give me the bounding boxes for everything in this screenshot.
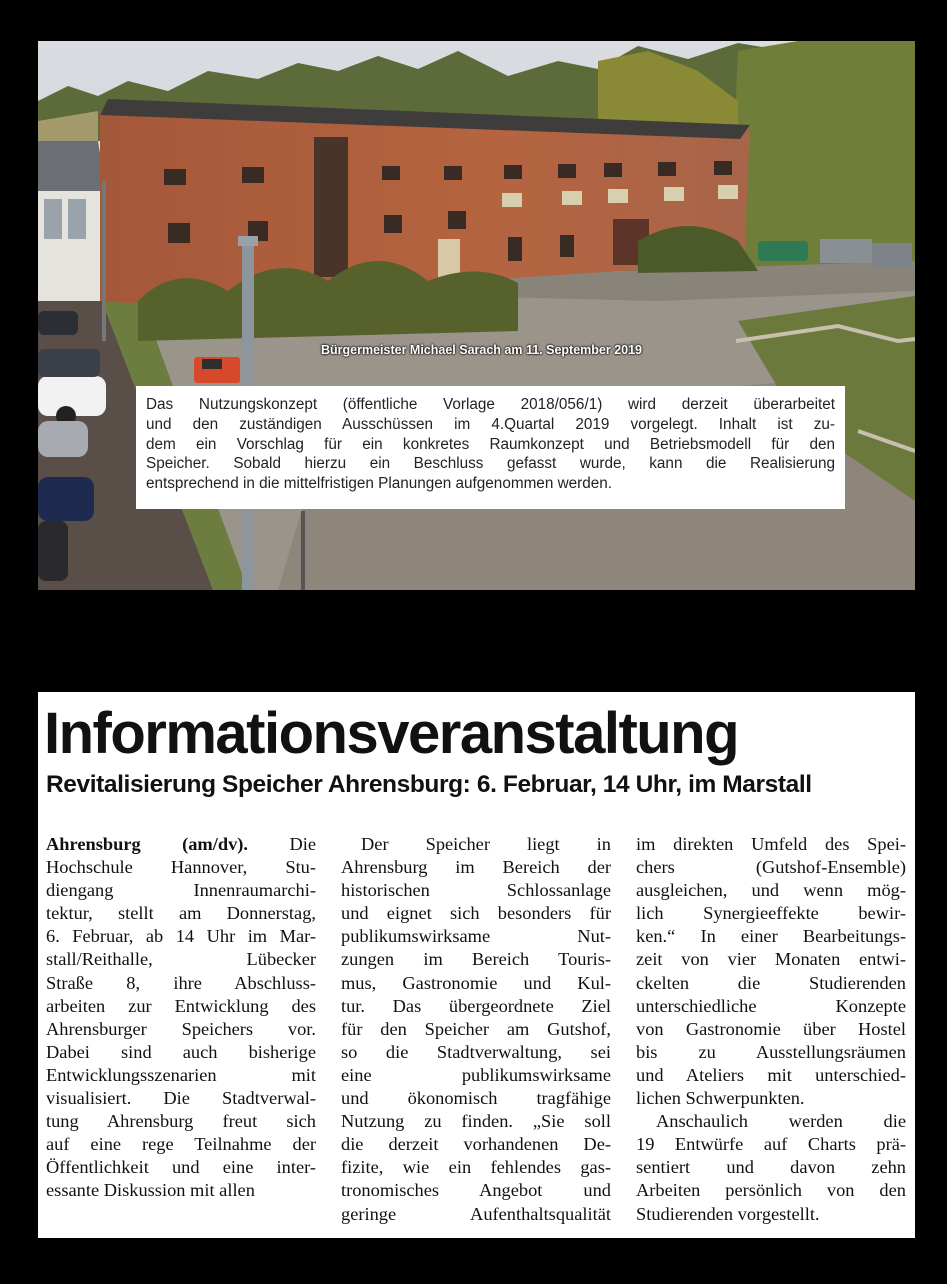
article-line: essante Diskussion mit allen xyxy=(46,1180,255,1201)
article-line: chers (Gutshof-Ensemble) xyxy=(636,857,906,878)
article-line: Studierenden vorgestellt. xyxy=(636,1203,820,1224)
newspaper-article xyxy=(38,692,915,1238)
article-column-3 xyxy=(636,833,906,1226)
article-line: von Gastronomie über Hostel xyxy=(636,1018,906,1039)
article-line: Ahrensburger Speichers vor. xyxy=(46,1018,316,1039)
article-line: Der Speicher liegt in xyxy=(361,834,611,854)
article-line: ckelten die Studierenden xyxy=(636,972,906,993)
quote-line: Das Nutzungskonzept (öffentliche Vorlage 2018/056/1) wird derzeit überarbeitet xyxy=(146,396,835,413)
quote-line: dem ein Vorschlag für ein konkretes Raumkonzept und Betriebsmodell für den xyxy=(146,435,835,453)
article-line: publikumswirksame Nut- xyxy=(341,926,611,947)
article-line: Dabei sind auch bisherige xyxy=(46,1041,316,1062)
article-line: im direkten Umfeld des Spei- xyxy=(636,834,906,854)
photo-speicher xyxy=(38,41,915,590)
article-line: fizite, wie ein fehlendes gas- xyxy=(341,1157,611,1178)
article-line: eine publikumswirksame xyxy=(341,1064,611,1085)
quote-line: entsprechend in die mittelfristigen Planungen aufgenommen werden. xyxy=(146,475,612,493)
article-line: lichen Schwerpunkten. xyxy=(636,1088,805,1109)
quote-line: und den zuständigen Ausschüssen im 4.Quartal 2019 vorgelegt. Inhalt ist zu- xyxy=(146,415,835,433)
article-line: und Ateliers mit unterschied- xyxy=(636,1064,906,1085)
article-line: Nutzung zu finden. „Sie soll xyxy=(341,1111,611,1132)
article-subheadline: Revitalisierung Speicher Ahrensburg: 6. Februar, 14 Uhr, im Marstall xyxy=(46,771,812,798)
article-line: geringe Aufenthaltsqualität xyxy=(341,1203,611,1224)
article-line xyxy=(46,833,316,856)
dateline-tail: Die xyxy=(289,834,316,854)
article-line: 6. Februar, ab 14 Uhr im Mar- xyxy=(46,926,316,947)
article-line: historischen Schlossanlage xyxy=(341,880,611,901)
article-line: für den Speicher am Gutshof, xyxy=(341,1018,611,1039)
article-line: und eignet sich besonders für xyxy=(341,903,611,924)
article-line: Öffentlichkeit und eine inter- xyxy=(46,1157,316,1178)
article-line: Hochschule Hannover, Stu- xyxy=(46,857,316,878)
article-line: diengang Innenraumarchi- xyxy=(46,880,316,901)
article-line: auf eine rege Teilnahme der xyxy=(46,1134,316,1155)
article-line: tung Ahrensburg freut sich xyxy=(46,1111,316,1132)
photo-caption: Bürgermeister Michael Sarach am 11. September 2019 xyxy=(321,343,642,357)
article-line: lich Synergieeffekte bewir- xyxy=(636,903,906,924)
article-line: arbeiten zur Entwicklung des xyxy=(46,995,316,1016)
article-line: tektur, stellt am Donnerstag, xyxy=(46,903,316,924)
article-line: sentiert und davon zehn xyxy=(636,1157,906,1178)
article-column-2 xyxy=(341,833,611,1226)
article-column-1 xyxy=(46,833,316,1203)
article-line: visualisiert. Die Stadtverwal- xyxy=(46,1088,316,1109)
article-headline: Informationsveranstaltung xyxy=(44,701,739,766)
quote-line: Speicher. Sobald hierzu ein Beschluss gefasst wurde, kann die Realisierung xyxy=(146,455,835,473)
article-line: unterschiedliche Konzepte xyxy=(636,995,906,1016)
article-line: so die Stadtverwaltung, sei xyxy=(341,1041,611,1062)
article-line: mus, Gastronomie und Kul- xyxy=(341,972,611,993)
article-line: zeit von vier Monaten entwi- xyxy=(636,949,906,970)
article-line: ausgleichen, und wenn mög- xyxy=(636,880,906,901)
article-line: 19 Entwürfe auf Charts prä- xyxy=(636,1134,906,1155)
dateline: Ahrensburg (am/dv). xyxy=(46,834,249,854)
article-line: die derzeit vorhandenen De- xyxy=(341,1134,611,1155)
article-line: Anschaulich werden die xyxy=(656,1111,906,1132)
article-line: Straße 8, ihre Abschluss- xyxy=(46,972,316,993)
article-line: zungen im Bereich Touris- xyxy=(341,949,611,970)
article-line: und ökonomisch tragfähige xyxy=(341,1088,611,1109)
article-line: Arbeiten persönlich von den xyxy=(636,1180,906,1201)
quote-box xyxy=(136,386,845,509)
article-line: ken.“ In einer Bearbeitungs- xyxy=(636,926,906,947)
article-line: stall/Reithalle, Lübecker xyxy=(46,949,316,970)
article-line: bis zu Ausstellungsräumen xyxy=(636,1041,906,1062)
article-line: tronomisches Angebot und xyxy=(341,1180,611,1201)
article-line: Entwicklungsszenarien mit xyxy=(46,1064,316,1085)
article-line: tur. Das übergeordnete Ziel xyxy=(341,995,611,1016)
article-line: Ahrensburg im Bereich der xyxy=(341,857,611,878)
